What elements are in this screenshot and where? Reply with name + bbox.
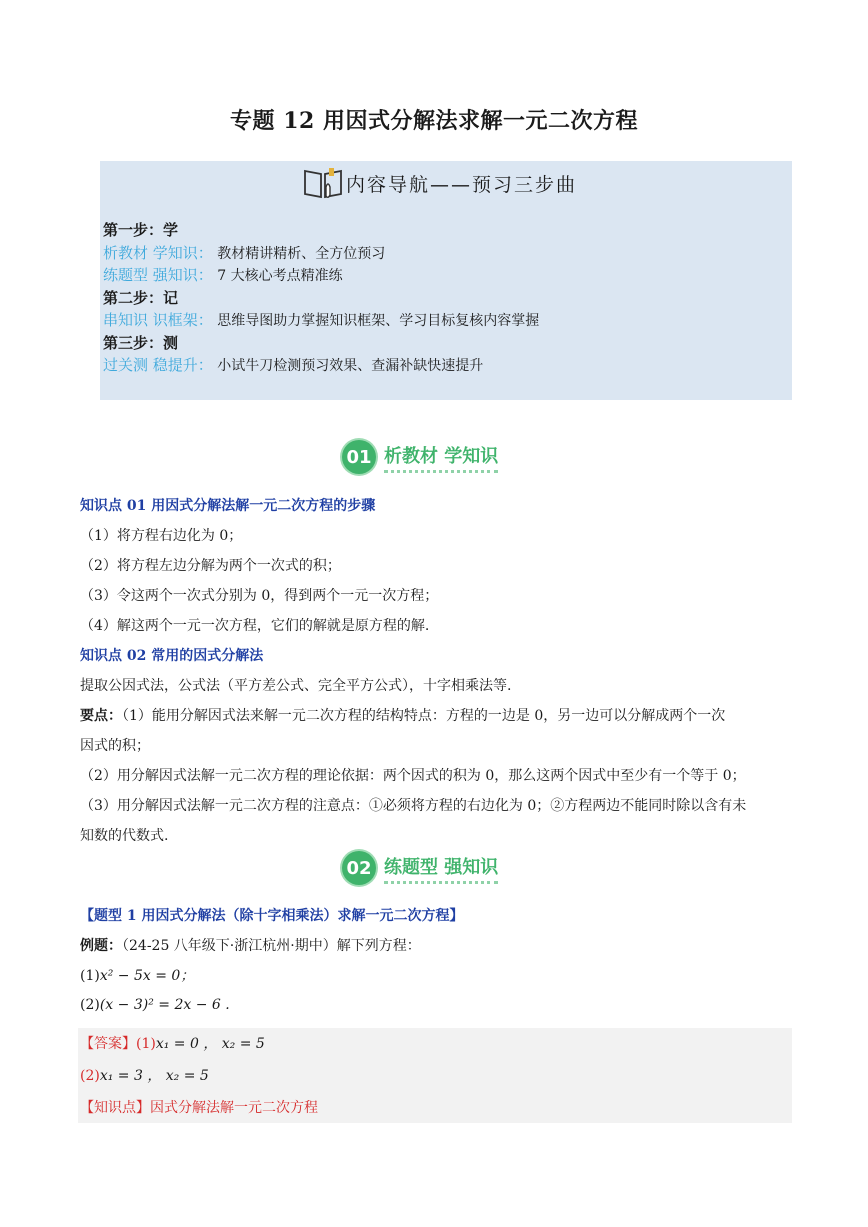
equation: (x − 3)² = 2x − 6 .: [99, 997, 230, 1013]
knowledge-tag: 【知识点】: [80, 1100, 150, 1116]
step-row-2: [103, 264, 783, 287]
step-text: 小试牛刀检测预习效果、查漏补缺快速提升: [217, 358, 484, 374]
question-type-title: 【题型 1 用因式分解法（除十字相乘法）求解一元二次方程】: [80, 908, 464, 924]
step-1-heading: 第一步：学: [103, 221, 179, 239]
knowledge-point-2-title: 知识点 02 常用的因式分解法: [80, 648, 264, 664]
step-tag: 串知识 识框架：: [103, 311, 213, 329]
step-3-heading: 第三步：测: [103, 333, 179, 352]
section-label: 析教材 学知识: [384, 442, 498, 473]
step-tag: 过关测 稳提升：: [103, 356, 213, 374]
answer-value: x₁ = 3 ， x₂ = 5: [99, 1068, 209, 1084]
navigation-header: [302, 163, 602, 203]
step-item: （4）解这两个一元一次方程，它们的解就是原方程的解.: [80, 618, 430, 634]
navigation-title: 内容导航——预习三步曲: [346, 173, 578, 196]
paragraph: 提取公因式法，公式法（平方差公式、完全平方公式），十字相乘法等.: [80, 678, 512, 694]
key-point-line: [80, 705, 792, 725]
knowledge-point-1-title: 知识点 01 用因式分解法解一元二次方程的步骤: [80, 498, 376, 514]
question-1: [80, 965, 792, 985]
answer-number: (1): [136, 1036, 156, 1052]
question-number: (2): [80, 997, 100, 1013]
question-number: (1): [80, 968, 100, 984]
paragraph: （2）用分解因式法解一元二次方程的理论依据：两个因式的积为 0，那么这两个因式中至少有一个等于 0；: [80, 768, 746, 784]
answer-tag: 【答案】: [80, 1036, 136, 1052]
section-label: 练题型 强知识: [384, 853, 498, 884]
section-number: 01: [342, 440, 376, 474]
answer-line-1: [80, 1033, 792, 1053]
key-text: （1）能用分解因式法来解一元二次方程的结构特点：方程的一边是 0，另一边可以分解成两个一次: [122, 708, 726, 724]
step-item: （3）令这两个一次式分别为 0，得到两个一元一次方程；: [80, 588, 439, 604]
step-item: （1）将方程右边化为 0；: [80, 528, 243, 544]
section-badge-02: [342, 850, 498, 886]
step-2-heading: 第二步：记: [103, 288, 179, 307]
question-2: [80, 997, 792, 1013]
example-text: （24-25 八年级下·浙江杭州·期中）解下列方程：: [122, 938, 421, 954]
section-number: 02: [342, 851, 376, 885]
knowledge-tag-line: [80, 1097, 792, 1117]
step-row-3: [103, 309, 783, 332]
paragraph: 因式的积；: [80, 738, 150, 754]
example-label: 例题：: [80, 938, 122, 954]
paragraph: 知数的代数式.: [80, 828, 169, 844]
answer-value: x₁ = 0 ， x₂ = 5: [155, 1036, 265, 1052]
example-line: [80, 935, 792, 955]
step-text: 思维导图助力掌握知识框架、学习目标复核内容掌握: [217, 313, 540, 329]
section-badge-01: [342, 439, 498, 475]
answer-line-2: [80, 1065, 792, 1085]
book-hand-icon: [302, 165, 344, 201]
step-row-1: [103, 242, 783, 265]
step-tag: 练题型 强知识：: [103, 266, 213, 284]
steps-list: [103, 219, 783, 377]
step-tag: 析教材 学知识：: [103, 243, 213, 262]
step-item: （2）将方程左边分解为两个一次式的积；: [80, 558, 341, 574]
paragraph: （3）用分解因式法解一元二次方程的注意点：①必须将方程的右边化为 0；②方程两边不能同时除以含有未: [80, 798, 747, 814]
key-label: 要点：: [80, 708, 122, 724]
page-title: 专题 12 用因式分解法求解一元二次方程: [230, 108, 638, 134]
knowledge-text: 因式分解法解一元二次方程: [150, 1100, 318, 1116]
step-row-4: [103, 354, 783, 377]
step-text: 教材精讲精析、全方位预习: [217, 245, 386, 262]
answer-number: (2): [80, 1068, 100, 1084]
step-text: 7 大核心考点精准练: [217, 268, 343, 284]
equation: x² − 5x = 0；: [99, 968, 195, 984]
